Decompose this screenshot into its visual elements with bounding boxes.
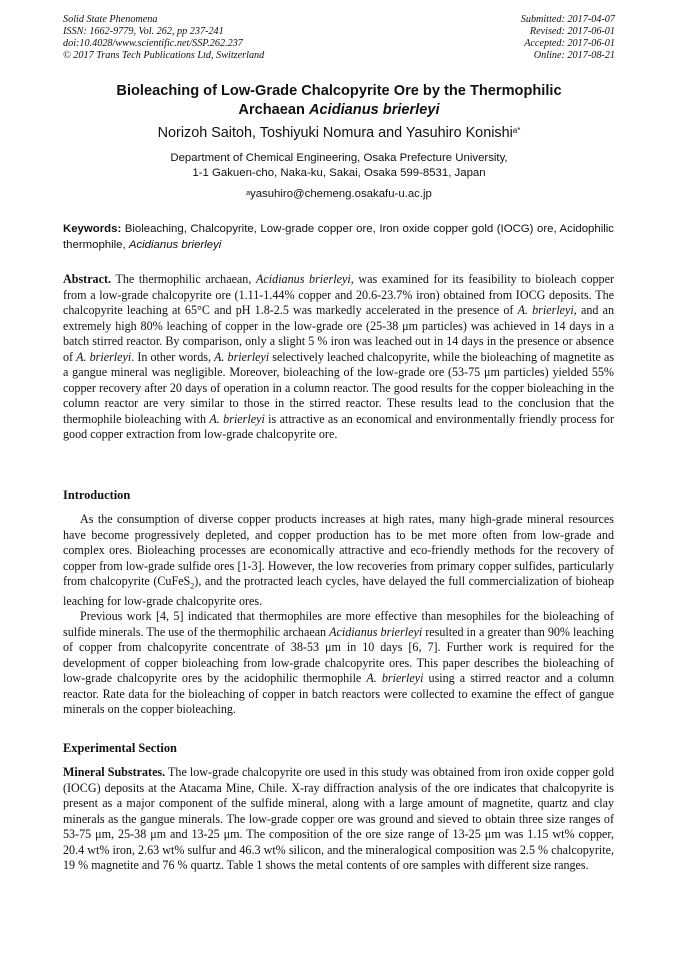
paper-title xyxy=(40,82,638,120)
abstract-text-5: selectively leached chalcopyrite, while the bioleaching of magnetite as a gangue mineral was negligible. Moreover, bioleaching of the low-grade ore (53-75 μm particles) yielded 55% copper recovery after 20 days of operation in a column reactor. The good results for the copper bioleaching in the column reactor are very similar to those in the stirred reactor. These results lead to the conclusion that the thermophile bioleaching with xyxy=(63,349,615,426)
title-prefix: Archaean xyxy=(238,102,309,118)
experimental-heading: Experimental Section xyxy=(63,741,177,755)
intro-p1-text-b: ), and the protracted leach cycles, have delayed the full commercialization of bioheap leaching for low-grade chalcopyrite ores. xyxy=(63,574,614,608)
online-date: Online: 2017-08-21 xyxy=(533,50,615,61)
abstract-species-3: A. brierleyi xyxy=(76,349,132,364)
authors xyxy=(40,124,638,142)
author-mark: a* xyxy=(512,126,521,135)
mineral-substrates-paragraph xyxy=(63,765,614,874)
accepted-date: Accepted: 2017-06-01 xyxy=(524,38,615,49)
abstract xyxy=(63,272,614,443)
title-species: Acidianus brierleyi xyxy=(308,102,440,118)
email xyxy=(40,187,638,202)
introduction-paragraph-2 xyxy=(63,609,614,718)
revised-date: Revised: 2017-06-01 xyxy=(529,26,615,37)
experimental-body xyxy=(63,765,614,874)
email-mark: a xyxy=(246,190,250,197)
author-names: Norizoh Saitoh, Toshiyuki Nomura and Yasuhiro Konishi xyxy=(157,125,513,141)
intro-p1-text-a: As the consumption of diverse copper products increases at high rates, many high-grade mineral resources have become progressively depleted, and copper production has to be met more often from low-grade and complex ores. Bioleaching processes are economically attractive and eco-friendly methods for the recovery of copper from low-grade sulfide ores [1-3]. However, the low recoveries from primary copper sulfides, particularly from chalcopyrite (CuFeS xyxy=(63,512,614,588)
mineral-substrates-label: Mineral Substrates. xyxy=(63,765,166,779)
journal-name: Solid State Phenomena xyxy=(63,14,158,25)
abstract-label: Abstract. xyxy=(63,272,112,286)
abstract-text-6: is attractive as an economical and environmentally friendly process for good copper extraction from low-grade chalcopyrite ore. xyxy=(63,411,614,441)
keywords xyxy=(63,221,614,253)
copyright: © 2017 Trans Tech Publications Ltd, Switzerland xyxy=(63,50,265,61)
keywords-species: Acidianus brierleyi xyxy=(128,239,222,251)
introduction-paragraph-1 xyxy=(63,512,614,609)
keywords-text: Bioleaching, Chalcopyrite, Low-grade copper ore, Iron oxide copper gold (IOCG) ore, Acidophilic thermophile, xyxy=(63,223,614,251)
affiliation-line-1: Department of Chemical Engineering, Osaka Prefecture University, xyxy=(170,152,508,164)
journal-info xyxy=(63,14,264,62)
intro-p1-subscript: 2 xyxy=(190,581,195,591)
abstract-species-2: A. brierleyi xyxy=(517,303,574,317)
intro-p2-text-c: using a stirred reactor and a column reactor. Rate data for the bioleaching of copper in batch reactors were collected to examine the effect of gangue minerals on the copper bioleaching. xyxy=(63,671,614,717)
submitted-date: Submitted: 2017-04-07 xyxy=(520,14,615,25)
introduction-heading: Introduction xyxy=(63,488,131,502)
intro-p2-text-b: resulted in a greater than 90% leaching of copper from chalcopyrite concentrate of 38-53 μm in 10 days [6, 7]. Further work is required for the development of copper bioleaching from low-grade chalcopyrite ores. This paper describes the bioleaching of low-grade chalcopyrite ores by the acidophilic thermophile xyxy=(63,624,614,686)
abstract-text-2: , was examined for its feasibility to bioleach copper from a low-grade chalcopyrite ore (1.11-1.44% copper and 20.6-23.7% iron) obtained from IOCG deposits. The chalcopyrite leaching at 65°C and pH 1.8-2.5 was markedly accelerated in the presence of xyxy=(63,272,614,317)
affiliation-line-2: 1-1 Gakuen-cho, Naka-ku, Sakai, Osaka 599-8531, Japan xyxy=(192,167,486,179)
title-line-1: Bioleaching of Low-Grade Chalcopyrite Ore by the Thermophilic xyxy=(116,83,562,99)
abstract-species-4: A. brierleyi xyxy=(214,349,270,364)
mineral-substrates-text: The low-grade chalcopyrite ore used in this study was obtained from iron oxide copper gold (IOCG) deposits at the Atacama Mine, Chile. X-ray diffraction analysis of the ore indicates that chalcopyrite is present as a major component of the sulfide mineral, along with a large amount of magnetite, quartz and clay minerals as the gangue minerals. The low-grade copper ore was ground and sieved to obtain three size ranges of 53-75 μm, 25-38 μm and 13-25 μm. The composition of the ore size range of 13-25 μm was 1.15 wt% copper, 20.4 wt% iron, 2.63 wt% sulfur and 46.3 wt% silicon, and the mineralogical composition was 2.5 % chalcopyrite, 19 % magnetite and 76 % quartz. Table 1 shows the metal contents of ore samples with different size ranges. xyxy=(63,765,614,872)
abstract-species-5: A. brierleyi xyxy=(209,411,265,426)
email-address[interactable]: yasuhiro@chemeng.osakafu-u.ac.jp xyxy=(250,188,432,200)
abstract-text-1: The thermophilic archaean, xyxy=(111,272,257,286)
intro-p2-text-a: Previous work [4, 5] indicated that thermophiles are more effective than mesophiles for the bioleaching of sulfide minerals. The use of the thermophilic archaean xyxy=(63,609,614,639)
introduction-body xyxy=(63,512,614,718)
intro-p2-species-1: Acidianus brierleyi xyxy=(329,624,423,639)
publication-dates xyxy=(521,14,615,62)
title-line-2 xyxy=(40,101,638,120)
issn: ISSN: 1662-9779, Vol. 262, pp 237-241 xyxy=(63,26,224,37)
intro-p2-species-2: A. brierleyi xyxy=(366,671,424,686)
doi: doi:10.4028/www.scientific.net/SSP.262.237 xyxy=(63,38,243,49)
affiliation xyxy=(40,151,638,181)
abstract-text-3: , and an extremely high 80% leaching of copper in the low-grade ore (25-38 μm particles) was achieved in 14 days in a batch stirred reactor. By comparison, only a slight 5 % iron was leached out in 14 days in the presence or absence of xyxy=(63,303,614,364)
keywords-label: Keywords: xyxy=(63,223,122,235)
abstract-text-4: . In other words, xyxy=(131,349,215,364)
abstract-species-1: Acidianus brierleyi xyxy=(256,272,351,286)
